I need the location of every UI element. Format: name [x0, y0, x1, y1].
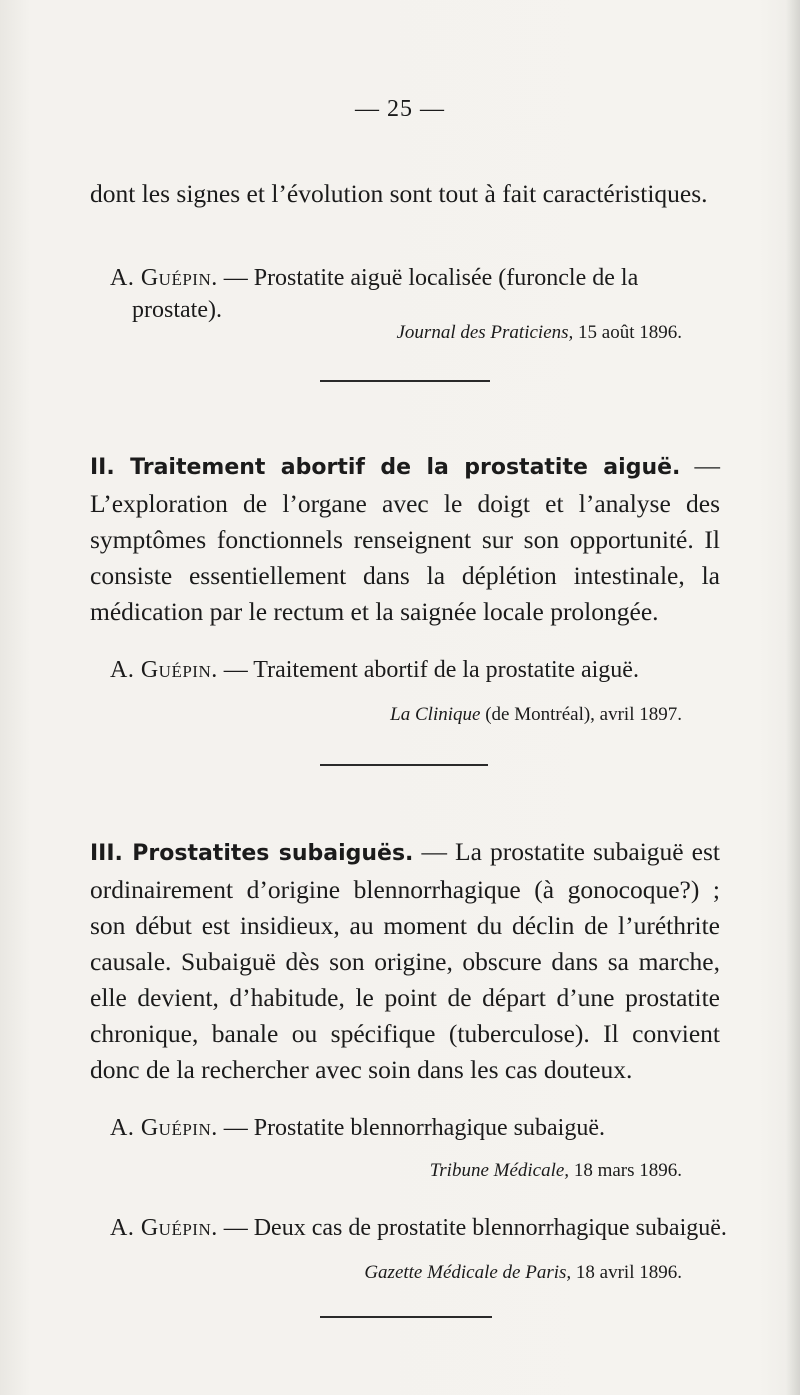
ref-date: 18 mars 1896. — [573, 1160, 682, 1181]
ref-title: Prostatite blennorrhagique subaiguë. — [253, 1115, 605, 1141]
section-2-body: — L’exploration de l’organe avec le doigt et l’analyse des symptômes fonctionnels renseignent sur son opportunité. Il consiste essentiellement dans la déplétion intestinale, la médication par le rectum et la saignée locale prolongée. — [90, 451, 721, 626]
reference-4 — [110, 1212, 750, 1244]
section-2 — [90, 448, 720, 630]
ref-journal: La Clinique — [390, 704, 481, 725]
page-number: — 25 — — [355, 96, 445, 122]
separator-rule — [320, 764, 488, 766]
ref-author: A. Guépin. — [110, 1115, 218, 1141]
reference-4-source — [364, 1262, 682, 1284]
ref-journal: Gazette Médicale de Paris, — [364, 1262, 572, 1283]
section-2-paragraph — [90, 448, 720, 630]
section-3-body: — La prostatite subaiguë est ordinairement d’origine blennorrhagique (à gonocoque?) ; son début est insidieux, au moment du déclin de l’uréthrite causale. Subaiguë dès son origine, obscure dans sa marche, elle devient, d’habitude, le point de départ d’une prostatite chronique, banale ou spécifique (tuberculose). Il convient donc de la rechercher avec soin dans les cas douteux. — [90, 837, 720, 1084]
ref-journal: Tribune Médicale, — [429, 1160, 570, 1181]
ref-journal: Journal des Praticiens, — [396, 322, 574, 343]
reference-3-source — [430, 1160, 682, 1182]
section-3-heading: III. Prostatites subaiguës. — [90, 841, 414, 866]
ref-date: 15 août 1896. — [578, 322, 682, 343]
reference-2-source — [390, 704, 682, 726]
separator-rule — [320, 380, 490, 382]
ref-date: 18 avril 1896. — [575, 1262, 682, 1283]
ref-author: A. Guépin. — [110, 657, 218, 683]
separator-rule — [320, 1316, 492, 1318]
ref-dash: — — [223, 1115, 248, 1141]
ref-extra: (de Montréal), avril 1897. — [485, 704, 682, 725]
ref-dash: — — [223, 1215, 248, 1241]
ref-title: Traitement abortif de la prostatite aiguë. — [253, 657, 639, 683]
page-edge-shadow — [786, 0, 800, 1395]
ref-author: A. Guépin. — [110, 1215, 218, 1241]
ref-dash: — — [223, 657, 248, 683]
reference-3 — [110, 1112, 710, 1144]
ref-dash: — — [223, 265, 248, 291]
section-3-paragraph — [90, 834, 720, 1088]
section-3 — [90, 834, 720, 1088]
reference-1-source — [397, 322, 683, 344]
section-2-heading: II. Traitement abortif de la prostatite aiguë. — [90, 455, 681, 480]
intro-text: dont les signes et l’évolution sont tout à fait caractéristiques. — [90, 179, 708, 208]
intro-paragraph — [90, 176, 720, 212]
ref-author: A. Guépin. — [110, 265, 218, 291]
ref-title: Deux cas de prostatite blennorrhagique subaiguë. — [253, 1215, 727, 1241]
reference-1 — [110, 262, 732, 326]
reference-2 — [110, 654, 710, 686]
ref-title: Prostatite aiguë localisée (furoncle de la prostate). — [132, 265, 639, 323]
